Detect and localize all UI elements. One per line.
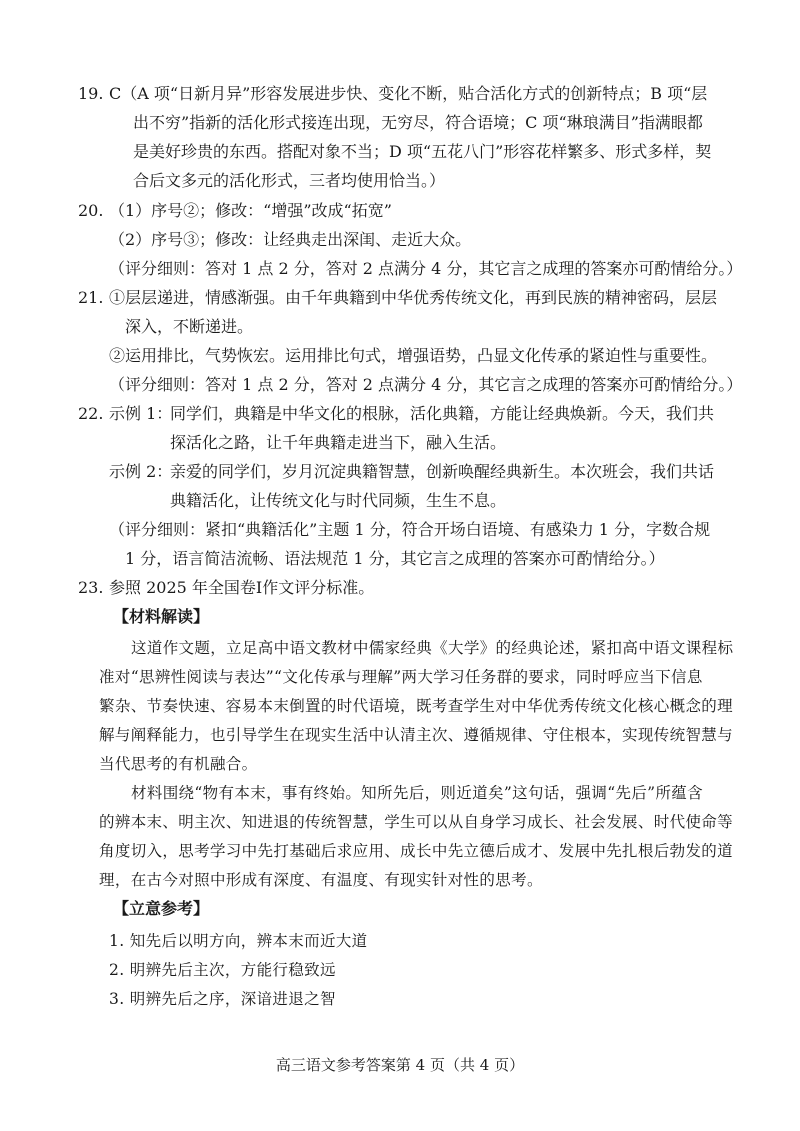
q22-scoring-2: 1 分，语言简洁流畅、语法规范 1 分，其它言之成理的答案亦可酌情给分。） [125, 549, 665, 568]
q19-line-1 [78, 83, 707, 105]
q20-number: 20. [78, 201, 104, 220]
q21-item-1-cont: 深入，不断递进。 [125, 317, 254, 336]
material-heading: 【材料解读】 [113, 607, 210, 626]
q22-example-1-label: 示例 1： [109, 404, 173, 423]
q21-scoring: （评分细则：答对 1 点 2 分，答对 2 点满分 4 分，其它言之成理的答案亦可酌情给分。） [109, 375, 743, 394]
q22-scoring-1: （评分细则：紧扣“典籍活化”主题 1 分，符合开场白语境、有感染力 1 分，字数合规 [109, 520, 711, 539]
q19-line-4: 合后文多元的活化形式，三者均使用恰当。） [133, 171, 446, 190]
q22-example-2-text: 亲爱的同学们，岁月沉淀典籍智慧，创新唤醒经典新生。本次班会，我们共话 [170, 462, 715, 481]
page-footer: 高三语文参考答案第 4 页（共 4 页） [275, 1056, 525, 1074]
q23-text: 参照 2025 年全国卷Ⅰ作文评分标准。 [109, 578, 375, 597]
q19-line-2: 出不穷”指新的活化形式接连出现，无穷尽，符合语境；C 项“琳琅满目”指满眼都 [133, 113, 703, 132]
q23-line-1 [78, 577, 374, 599]
q22-line-3 [109, 461, 714, 483]
q22-example-2-cont: 典籍活化，让传统文化与时代同频，生生不息。 [170, 491, 507, 510]
material-para-1-line-5: 当代思考的有机融合。 [99, 755, 258, 773]
q20-scoring: （评分细则：答对 1 点 2 分，答对 2 点满分 4 分，其它言之成理的答案亦可酌情给分。） [109, 259, 743, 278]
q20-item-2: （2）序号③；修改：让经典走出深闺、走近大众。 [109, 230, 472, 249]
q21-item-2: ②运用排比，气势恢宏。运用排比句式，增强语势，凸显文化传承的紧迫性与重要性。 [109, 346, 718, 365]
q20-item-1: （1）序号②；修改：“增强”改成“拓宽” [109, 201, 392, 220]
q19-text-1: C（A 项“日新月异”形容发展进步快、变化不断，贴合活化方式的创新特点；B 项“层 [109, 84, 708, 103]
q22-line-1 [78, 403, 714, 425]
q21-item-1: ①层层递进，情感渐强。由千年典籍到中华优秀传统文化，再到民族的精神密码，层层 [109, 288, 718, 307]
q19-line-3: 是美好珍贵的东西。搭配对象不当；D 项“五花八门”形容花样繁多、形式多样，契 [133, 142, 712, 161]
q23-number: 23. [78, 578, 104, 597]
material-para-1-line-2: 准对“思辨性阅读与表达”“文化传承与理解”两大学习任务群的要求，同时呼应当下信息 [99, 668, 703, 686]
material-para-2-line-1: 材料围绕“物有本末，事有终始。知所先后，则近道矣”这句话，强调“先后”所蕴含 [131, 784, 703, 802]
idea-heading: 【立意参考】 [113, 899, 210, 918]
material-para-2-line-3: 角度切入，思考学习中先打基础后求应用、成长中先立德后成才、发展中先扎根后勃发的道 [99, 842, 734, 860]
q22-example-1-text: 同学们，典籍是中华文化的根脉，活化典籍，方能让经典焕新。今天，我们共 [170, 404, 715, 423]
q21-line-1 [78, 287, 717, 309]
q22-example-1-cont: 探活化之路，让千年典籍走进当下，融入生活。 [170, 433, 507, 452]
q22-example-2-label: 示例 2： [109, 462, 173, 481]
q21-number: 21. [78, 288, 104, 307]
material-para-1-line-4: 解与阐释能力，也引导学生在现实生活中认清主次、遵循规律、守住根本，实现传统智慧与 [99, 726, 734, 744]
material-para-1-line-1: 这道作文题，立足高中语文教材中儒家经典《大学》的经典论述，紧扣高中语文课程标 [131, 639, 734, 657]
material-para-1-line-3: 繁杂、节奏快速、容易本末倒置的时代语境，既考查学生对中华优秀传统文化核心概念的理 [99, 697, 734, 715]
q19-number: 19. [78, 84, 104, 103]
idea-item-1: 1. 知先后以明方向，辨本末而近大道 [109, 932, 368, 950]
material-para-2-line-4: 理，在古今对照中形成有深度、有温度、有现实针对性的思考。 [99, 871, 543, 889]
idea-item-3: 3. 明辨先后之序，深谙进退之智 [109, 990, 336, 1008]
idea-item-2: 2. 明辨先后主次，方能行稳致远 [109, 961, 336, 979]
material-para-2-line-2: 的辨本末、明主次、知进退的传统智慧，学生可以从自身学习成长、社会发展、时代使命等 [99, 813, 734, 831]
q22-number: 22. [78, 404, 104, 423]
q20-line-1 [78, 200, 392, 222]
